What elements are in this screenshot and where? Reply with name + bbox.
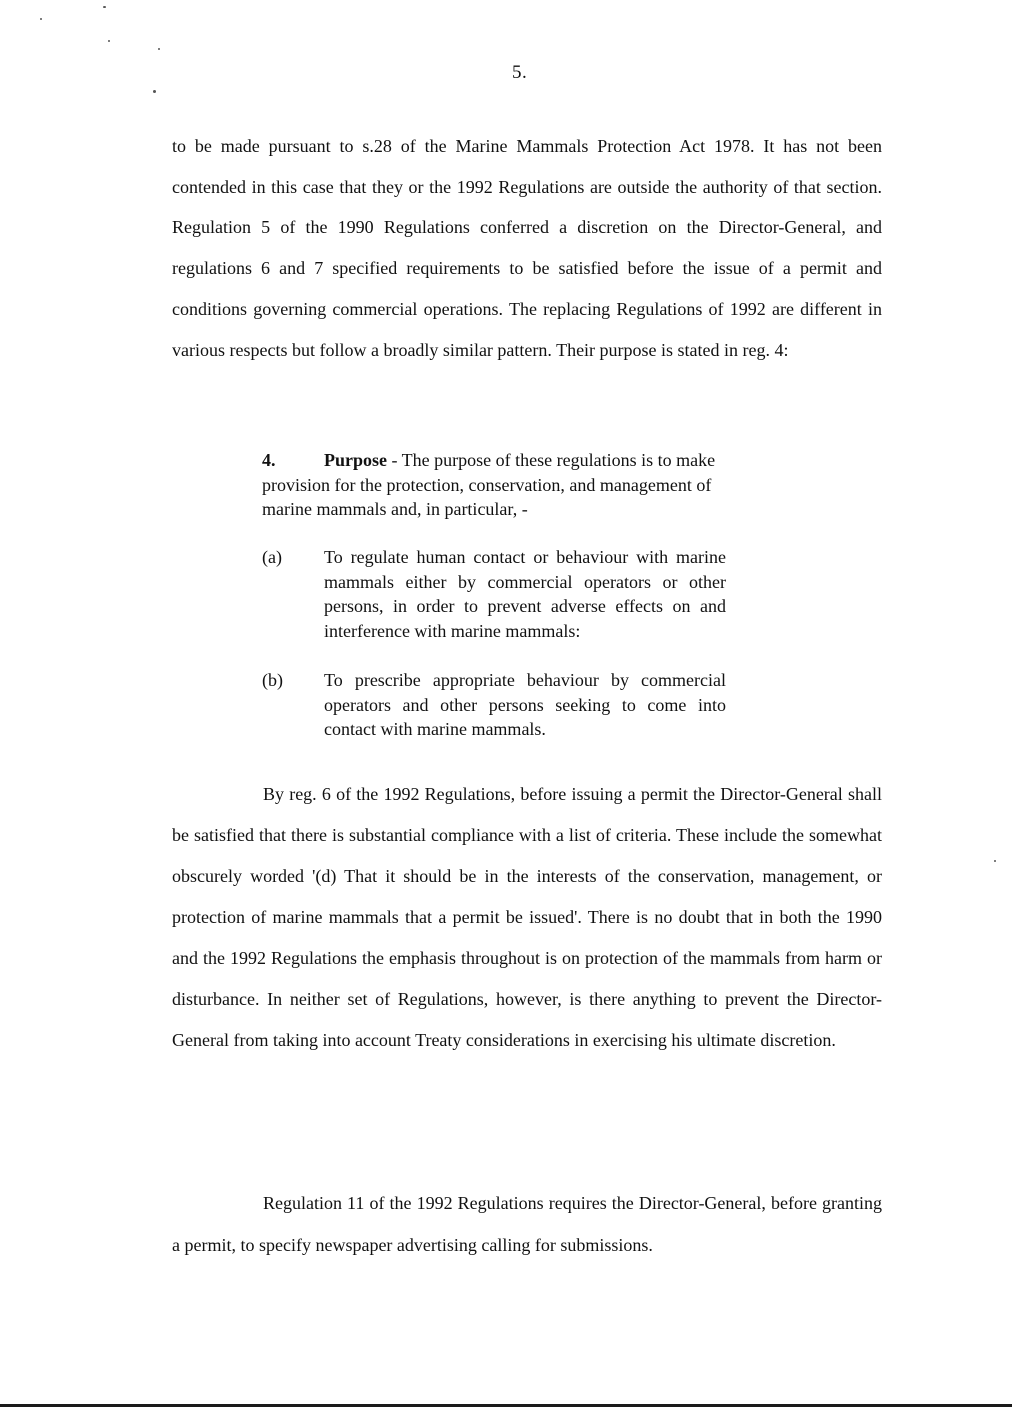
regulation-item-a [262,545,732,669]
regulation-number: 4. [262,450,276,470]
page-bottom-rule [0,1404,1012,1407]
regulation-intro: - The purpose of these regulations is to make provision for the protection, conservation, and management of marine mammals and, in particular, - [262,450,716,519]
regulation-item-b [262,668,732,744]
scan-speck [108,40,110,42]
item-text: To prescribe appropriate behaviour by commercial operators and other persons seeking to come into contact with marine mammals. [324,670,726,739]
item-text: To regulate human contact or behaviour with marine mammals either by commercial operators or other persons, in order to prevent adverse effects on and interference with marine mammals: [324,547,726,641]
scan-speck [40,18,42,20]
scan-speck [103,6,106,8]
scan-speck [153,90,156,93]
scan-speck [158,48,160,50]
quoted-regulation-heading [262,448,732,522]
paragraph-regulation-6: By reg. 6 of the 1992 Regulations, before issuing a permit the Director-General shall be satisfied that there is substantial compliance with a list of criteria. These include the somewhat obscurely worded '(d) That it should be in the interests of the conservation, management, or protection of marine mammals that a permit be issued'. There is no doubt that in both the 1990 and the 1992 Regulations the emphasis throughout is on protection of the mammals from harm or disturbance. In neither set of Regulations, however, is there anything to prevent the Director-General from taking into account Treaty considerations in exercising his ultimate discretion. [172,784,882,1050]
scan-speck [994,860,996,862]
paragraph-regulation-11: Regulation 11 of the 1992 Regulations requires the Director-General, before granting a permit, to specify newspaper advertising calling for submissions. [172,1193,882,1255]
item-label: (a) [262,547,282,567]
regulation-title: Purpose [324,450,387,470]
page-number: 5. [512,62,528,83]
paragraph-intro: to be made pursuant to s.28 of the Marine Mammals Protection Act 1978. It has not been contended in this case that they or the 1992 Regulations are outside the authority of that section. Regulation 5 of the 1990 Regulations conferred a discretion on the Director-General, and regulations 6 and 7 specified requirements to be satisfied before the issue of a permit and conditions governing commercial operations. The replacing Regulations of 1992 are different in various respects but follow a broadly similar pattern. Their purpose is stated in reg. 4: [172,136,882,360]
item-label: (b) [262,670,283,690]
